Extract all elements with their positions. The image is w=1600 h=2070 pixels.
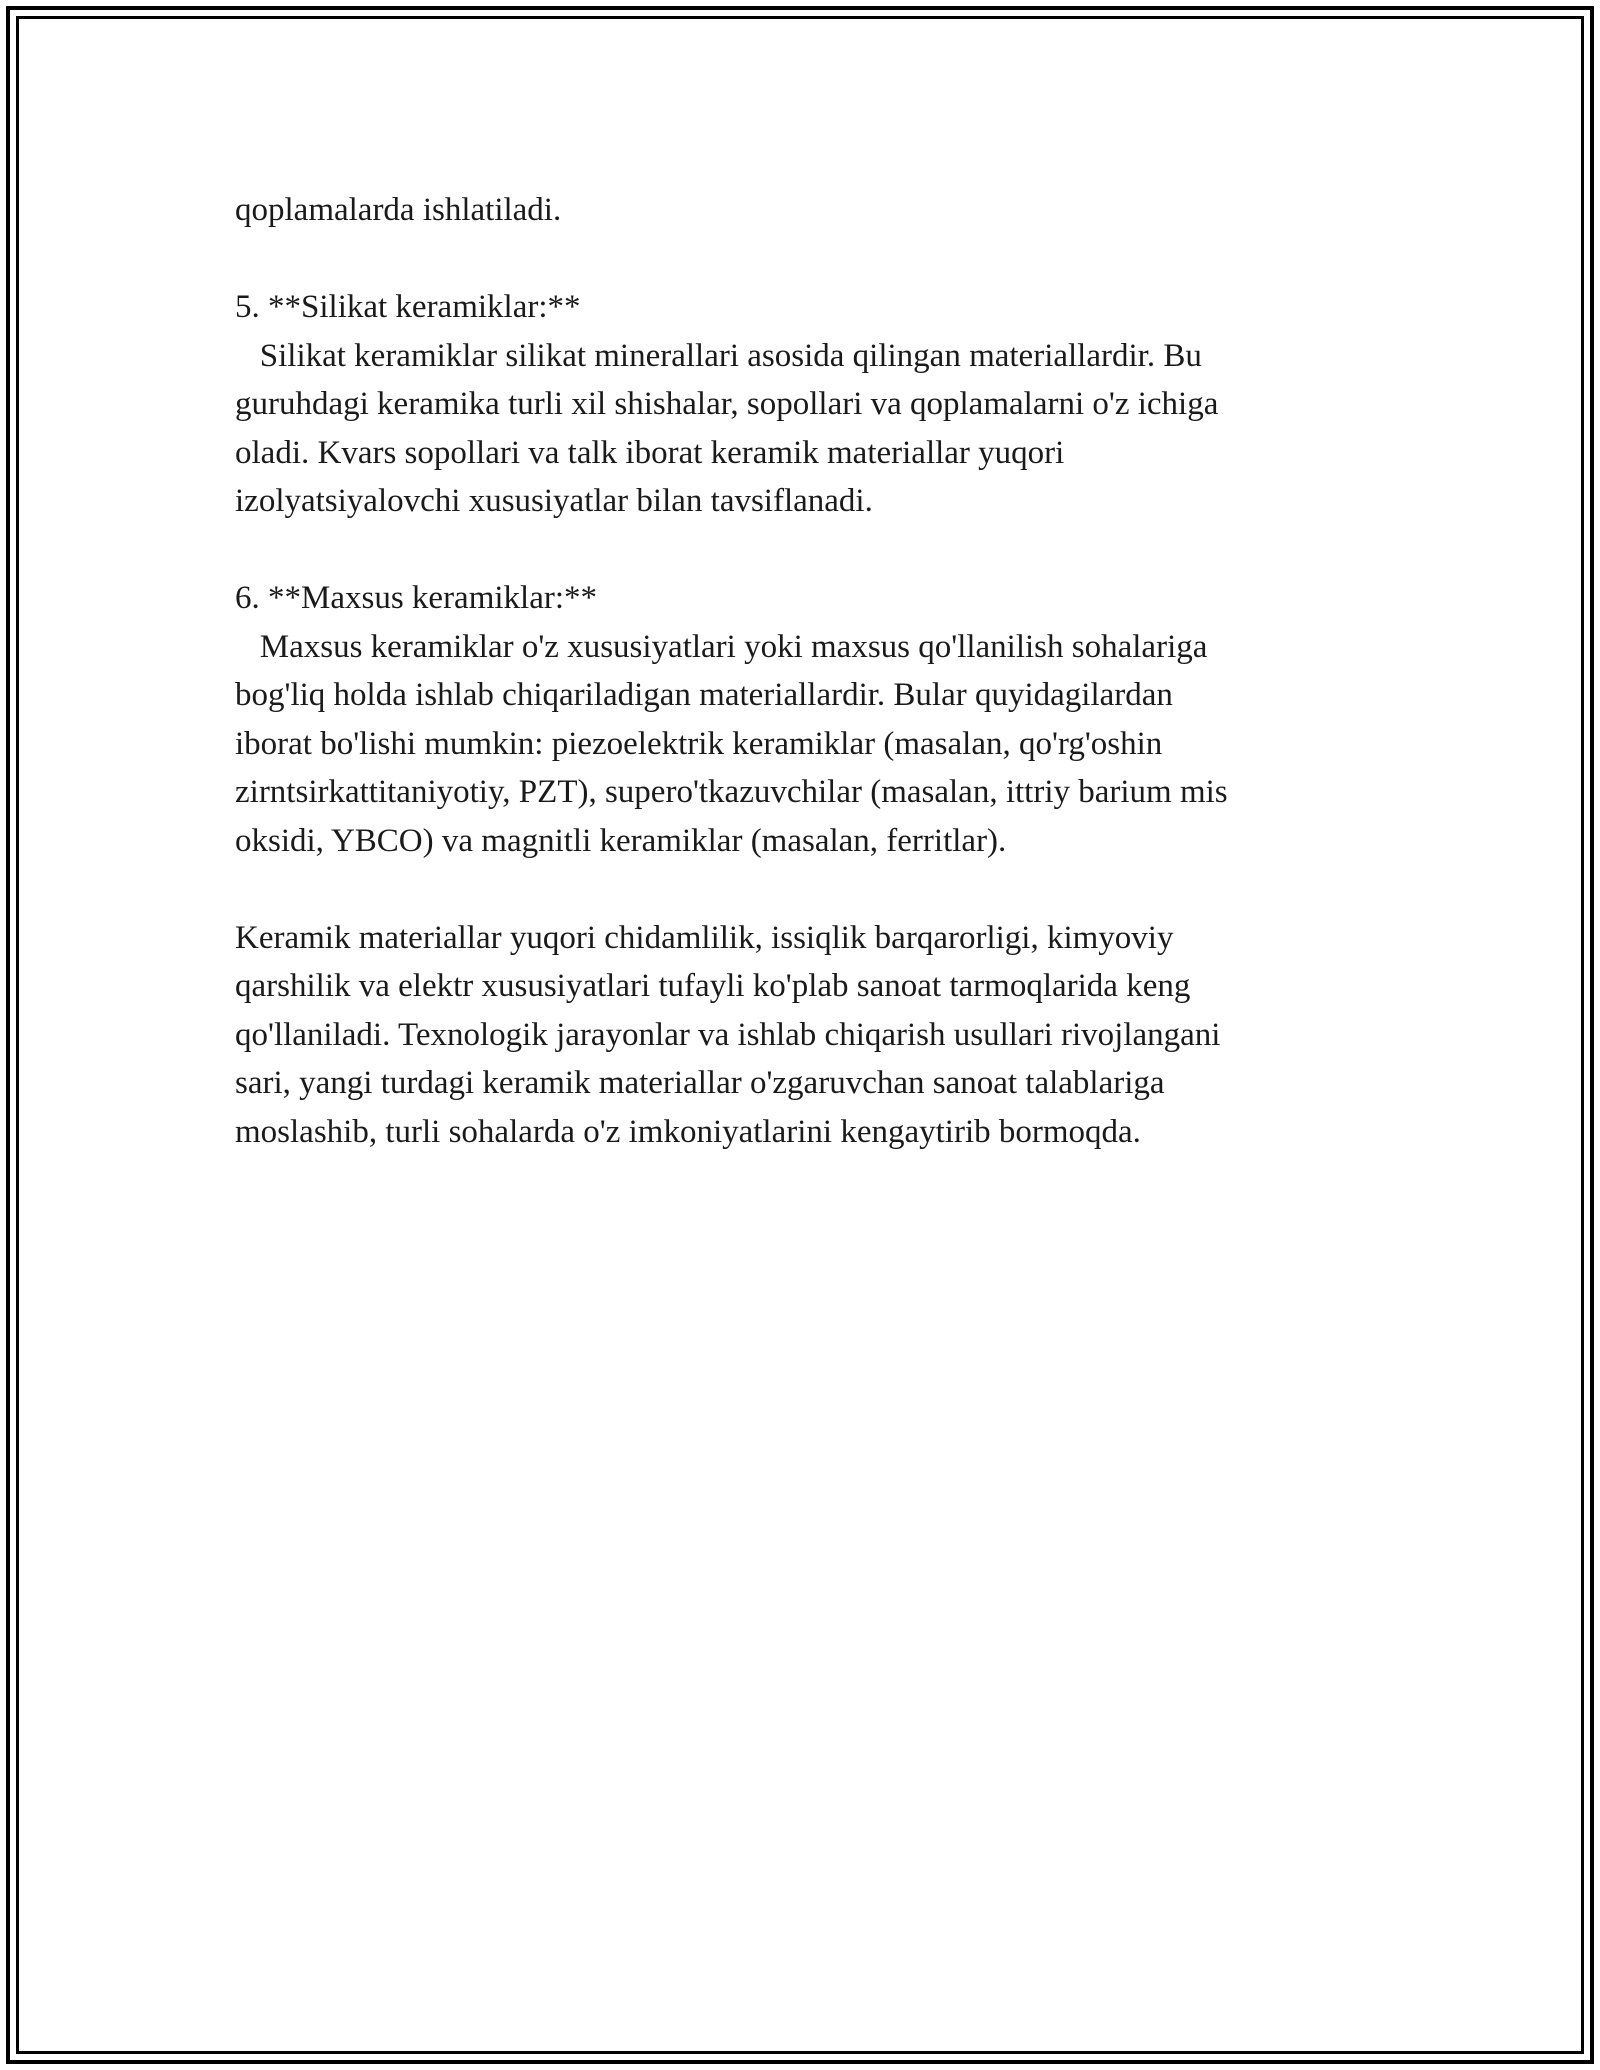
paragraph-gap <box>235 865 1365 914</box>
section-body-maxsus: Maxsus keramiklar o'z xususiyatlari yoki maxsus qo'llanilish sohalariga bog'liq holda ishlab chiqariladigan materiallardir. Bular quyidagilardan iborat bo'lishi mumkin: piezoelektrik keramiklar (masalan, qo'rg'oshin zirntsirkattitaniyotiy, PZT), supero'tkazuvchilar (masalan, ittriy barium mis oksidi, YBCO) va magnitli keramiklar (masalan, ferritlar). <box>235 628 1228 859</box>
continuation-text: qoplamalarda ishlatiladi. <box>235 192 562 228</box>
document-body <box>235 186 1365 1156</box>
section-body-silikat: Silikat keramiklar silikat minerallari asosida qilingan materiallardir. Bu guruhdagi keramika turli xil shishalar, sopollari va qoplamalarni o'z ichiga oladi. Kvars sopollari va talk iborat keramik materiallar yuqori izolyatsiyalovchi xususiyatlar bilan tavsiflanadi. <box>235 337 1219 519</box>
section-heading-silikat: 5. **Silikat keramiklar:** <box>235 289 581 325</box>
paragraph-gap <box>235 526 1365 575</box>
conclusion-paragraph: Keramik materiallar yuqori chidamlilik, issiqlik barqarorligi, kimyoviy qarshilik va elektr xususiyatlari tufayli ko'plab sanoat tarmoqlarida keng qo'llaniladi. Texnologik jarayonlar va ishlab chiqarish usullari rivojlangani sari, yangi turdagi keramik materiallar o'zgaruvchan sanoat talablariga moslashib, turli sohalarda o'z imkoniyatlarini kengaytirib bormoqda. <box>235 919 1221 1150</box>
section-heading-maxsus: 6. **Maxsus keramiklar:** <box>235 580 598 616</box>
paragraph-gap <box>235 235 1365 284</box>
